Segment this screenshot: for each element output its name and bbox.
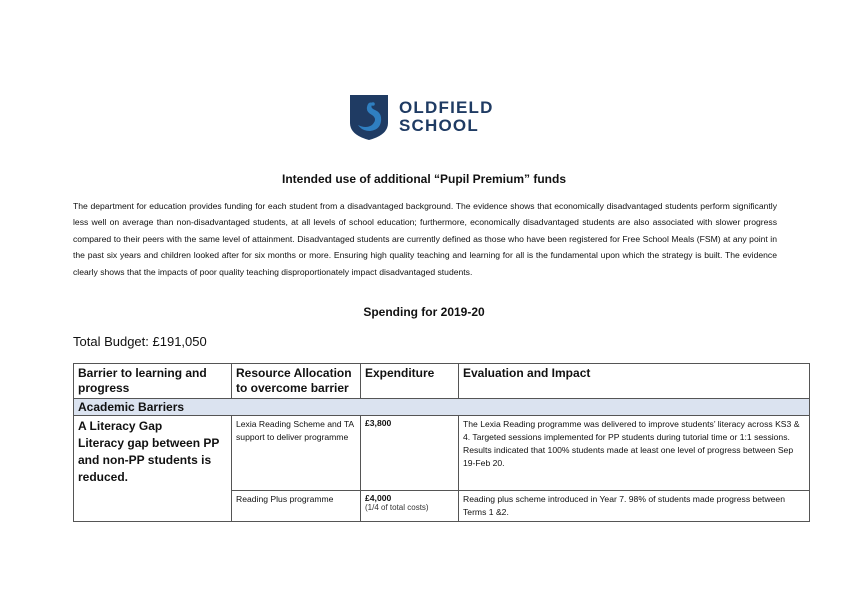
section-label: Academic Barriers: [74, 399, 810, 416]
header-expenditure: Expenditure: [361, 364, 459, 399]
resource-cell: Lexia Reading Scheme and TA support to deliver programme: [232, 416, 361, 491]
expenditure-cell: [361, 491, 459, 522]
barrier-description: Literacy gap between PP and non-PP students is reduced.: [78, 436, 220, 484]
expenditure-value: £3,800: [365, 418, 392, 428]
expenditure-note: (1/4 of total costs): [365, 503, 429, 512]
intro-paragraph: The department for education provides funding for each student from a disadvantaged background. The evidence shows that economically disadvantaged students perform significantly less well on average than non-disadvantaged students, at all levels of school education; furthermore, economically disadvantaged students are also associated with slower progress compared to their peers with the same level of attainment. Disadvantaged students are currently defined as those who have been registered for Free School Meals (FSM) at any point in the past six years and children looked after for six months or more. Ensuring high quality teaching and learning for all is the fundamental upon which the strategy is built. The evidence clearly shows that the impacts of poor quality teaching disproportionately impact disadvantaged students.: [73, 201, 777, 277]
header-impact: Evaluation and Impact: [459, 364, 810, 399]
school-logo: [348, 92, 508, 142]
logo-line-2: SCHOOL: [399, 116, 479, 135]
school-name: [399, 99, 494, 135]
table-header-row: [74, 364, 810, 399]
header-resource: Resource Allocation to overcome barrier: [232, 364, 361, 399]
section-row: [74, 399, 810, 416]
impact-text: The Lexia Reading programme was delivered to improve students’ literacy across KS3 & 4. Targeted sessions implemented for PP students during tutorial time or 1:1 sessions. Results indicated that 100% students made at least one level of progress between Sep 19-Feb 20.: [463, 419, 800, 468]
resource-cell: Reading Plus programme: [232, 491, 361, 522]
document-title: Intended use of additional “Pupil Premium” funds: [281, 172, 566, 186]
spending-table: [73, 363, 810, 522]
header-barrier: Barrier to learning and progress: [74, 364, 232, 399]
swan-crest-icon: [348, 93, 390, 141]
total-budget: Total Budget: £191,050: [73, 334, 207, 349]
expenditure-value: £4,000: [365, 493, 392, 503]
impact-cell: [459, 416, 810, 491]
barrier-title: A Literacy Gap: [78, 419, 163, 433]
table-row: [74, 416, 810, 491]
logo-line-1: OLDFIELD: [399, 98, 494, 117]
impact-cell: Reading plus scheme introduced in Year 7. 98% of students made progress between Terms 1 &2.: [459, 491, 810, 522]
expenditure-cell: [361, 416, 459, 491]
barrier-cell: [74, 416, 232, 522]
spending-heading: Spending for 2019-20: [363, 305, 485, 319]
